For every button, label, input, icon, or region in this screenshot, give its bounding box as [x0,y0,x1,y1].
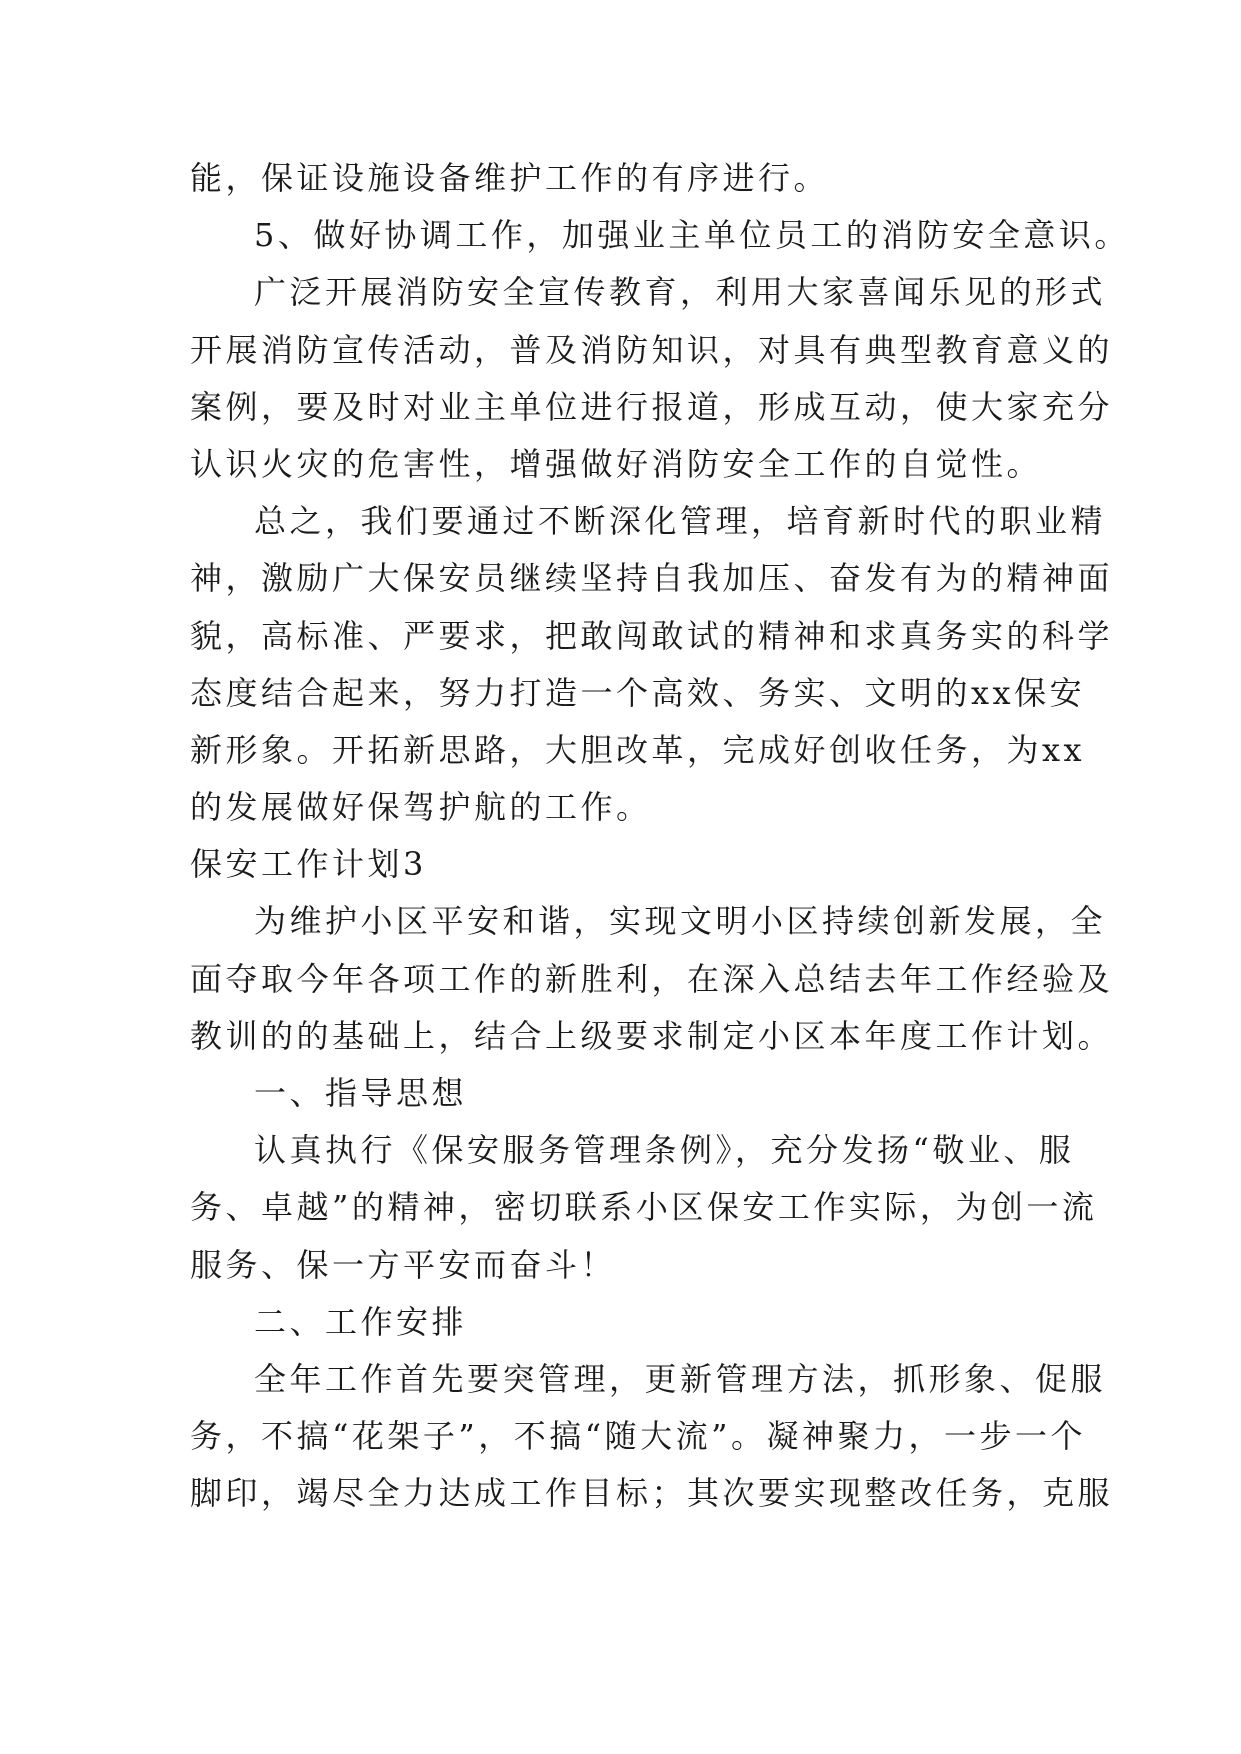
text-line: 开展消防宣传活动，普及消防知识，对具有典型教育意义的 [190,330,1114,369]
text-line: 务，不搞“花架子”，不搞“随大流”。凝神聚力，一步一个 [190,1417,1086,1456]
text-line: 能，保证设施设备维护工作的有序进行。 [190,159,830,197]
document-body [190,150,1130,1523]
text-line: 的发展做好保驾护航的工作。 [190,788,652,827]
subsection-heading: 二、工作安排 [254,1302,468,1341]
text-line: 总之，我们要通过不断深化管理，培育新时代的职业精 [254,502,1107,541]
text-line: 态度结合起来，努力打造一个高效、务实、文明的xx保安 [190,673,1086,712]
text-line: 广泛开展消防安全宣传教育，利用大家喜闻乐见的形式 [254,273,1107,312]
text-line: 教训的的基础上，结合上级要求制定小区本年度工作计划。 [190,1016,1114,1055]
section-title: 保安工作计划3 [190,845,427,884]
text-line: 认真执行《保安服务管理条例》，充分发扬“敬业、服 [254,1131,1075,1170]
text-line: 面夺取今年各项工作的新胜利，在深入总结去年工作经验及 [190,959,1114,998]
text-line: 服务、保一方平安而奋斗！ [190,1245,617,1284]
text-line: 务、卓越”的精神，密切联系小区保安工作实际，为创一流 [190,1188,1098,1227]
text-line: 5、做好协调工作，加强业主单位员工的消防安全意识。 [254,216,1130,255]
text-line: 为维护小区平安和谐，实现文明小区持续创新发展，全 [254,902,1107,941]
text-line: 案例，要及时对业主单位进行报道，形成互动，使大家充分 [190,387,1114,426]
text-line: 全年工作首先要突管理，更新管理方法，抓形象、促服 [254,1359,1107,1398]
text-line: 脚印，竭尽全力达成工作目标；其次要实现整改任务，克服 [190,1474,1114,1513]
text-line: 神，激励广大保安员继续坚持自我加压、奋发有为的精神面 [190,559,1114,598]
subsection-heading: 一、指导思想 [254,1074,468,1112]
text-line: 认识火灾的危害性，增强做好消防安全工作的自觉性。 [190,444,1043,483]
text-line: 新形象。开拓新思路，大胆改革，完成好创收任务，为xx [190,730,1086,769]
text-line: 貌，高标准、严要求，把敢闯敢试的精神和求真务实的科学 [190,616,1114,655]
